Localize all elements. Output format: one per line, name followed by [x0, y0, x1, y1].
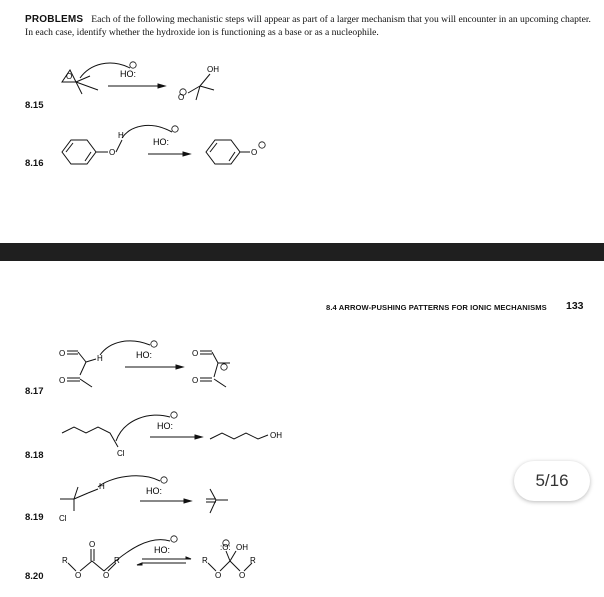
svg-text:O: O	[239, 571, 246, 580]
svg-text:R: R	[114, 556, 120, 565]
problems-intro	[25, 14, 595, 39]
problem-number-8-18: 8.18	[25, 450, 44, 461]
page-indicator[interactable]: 5/16	[514, 461, 590, 501]
svg-text:O: O	[251, 148, 258, 157]
product-label-8-18: OH	[270, 431, 282, 440]
svg-text:O: O	[178, 93, 185, 102]
svg-text:O: O	[103, 571, 110, 580]
reactant-label-8-19: H	[99, 482, 105, 491]
svg-text::O:: :O:	[220, 543, 231, 552]
scheme-8-19	[0, 471, 260, 531]
scheme-8-16	[0, 118, 280, 178]
problems-instructions: Each of the following mechanistic steps will appear as part of a larger mechanism that you will encounter in an upcoming chapter. In each case, identify whether the hydroxide ion is functioning as a base or as a nucleophile.	[25, 14, 591, 38]
product-label-8-15: OH	[207, 65, 219, 74]
product-label-8-20: OH	[236, 543, 248, 552]
svg-text:O: O	[215, 571, 222, 580]
scheme-8-17	[0, 337, 260, 397]
substituent-label-8-20: R	[62, 556, 68, 565]
reagent-hydroxide-8-15: HO:	[120, 69, 137, 79]
svg-text:HO:: HO:	[157, 421, 174, 431]
problem-number-8-16: 8.16	[25, 158, 44, 169]
scheme-8-15	[0, 58, 260, 108]
page-top	[0, 0, 604, 243]
svg-text:O: O	[59, 349, 66, 358]
problem-number-8-15: 8.15	[25, 100, 44, 111]
svg-text:R: R	[250, 556, 256, 565]
svg-text:HO:: HO:	[136, 350, 153, 360]
svg-text:O: O	[192, 349, 199, 358]
svg-text:O: O	[89, 540, 96, 549]
svg-text:HO:: HO:	[154, 545, 171, 555]
running-head: 8.4 ARROW-PUSHING PATTERNS FOR IONIC MECHANISMS	[326, 303, 547, 312]
svg-text:O: O	[109, 148, 116, 157]
problem-number-8-17: 8.17	[25, 386, 44, 397]
page-separator	[0, 243, 604, 261]
page-bottom	[0, 261, 604, 597]
leaving-group-label-8-18: Cl	[117, 449, 125, 458]
leaving-group-label-8-19: Cl	[59, 514, 67, 523]
svg-text:O: O	[75, 571, 82, 580]
reactant-label-8-17: H	[97, 354, 103, 363]
epoxide-oxygen: O	[66, 72, 73, 81]
page-number: 133	[566, 300, 584, 312]
problem-number-8-20: 8.20	[25, 571, 44, 582]
scheme-8-18	[0, 407, 300, 467]
scheme-8-20	[0, 531, 300, 591]
problem-number-8-19: 8.19	[25, 512, 44, 523]
svg-text:HO:: HO:	[153, 137, 170, 147]
svg-text:HO:: HO:	[146, 486, 163, 496]
svg-text:O: O	[192, 376, 199, 385]
reactant-label-8-16: H	[118, 131, 124, 140]
svg-text:R: R	[202, 556, 208, 565]
problems-heading: PROBLEMS	[25, 14, 84, 25]
svg-text:O: O	[59, 376, 66, 385]
